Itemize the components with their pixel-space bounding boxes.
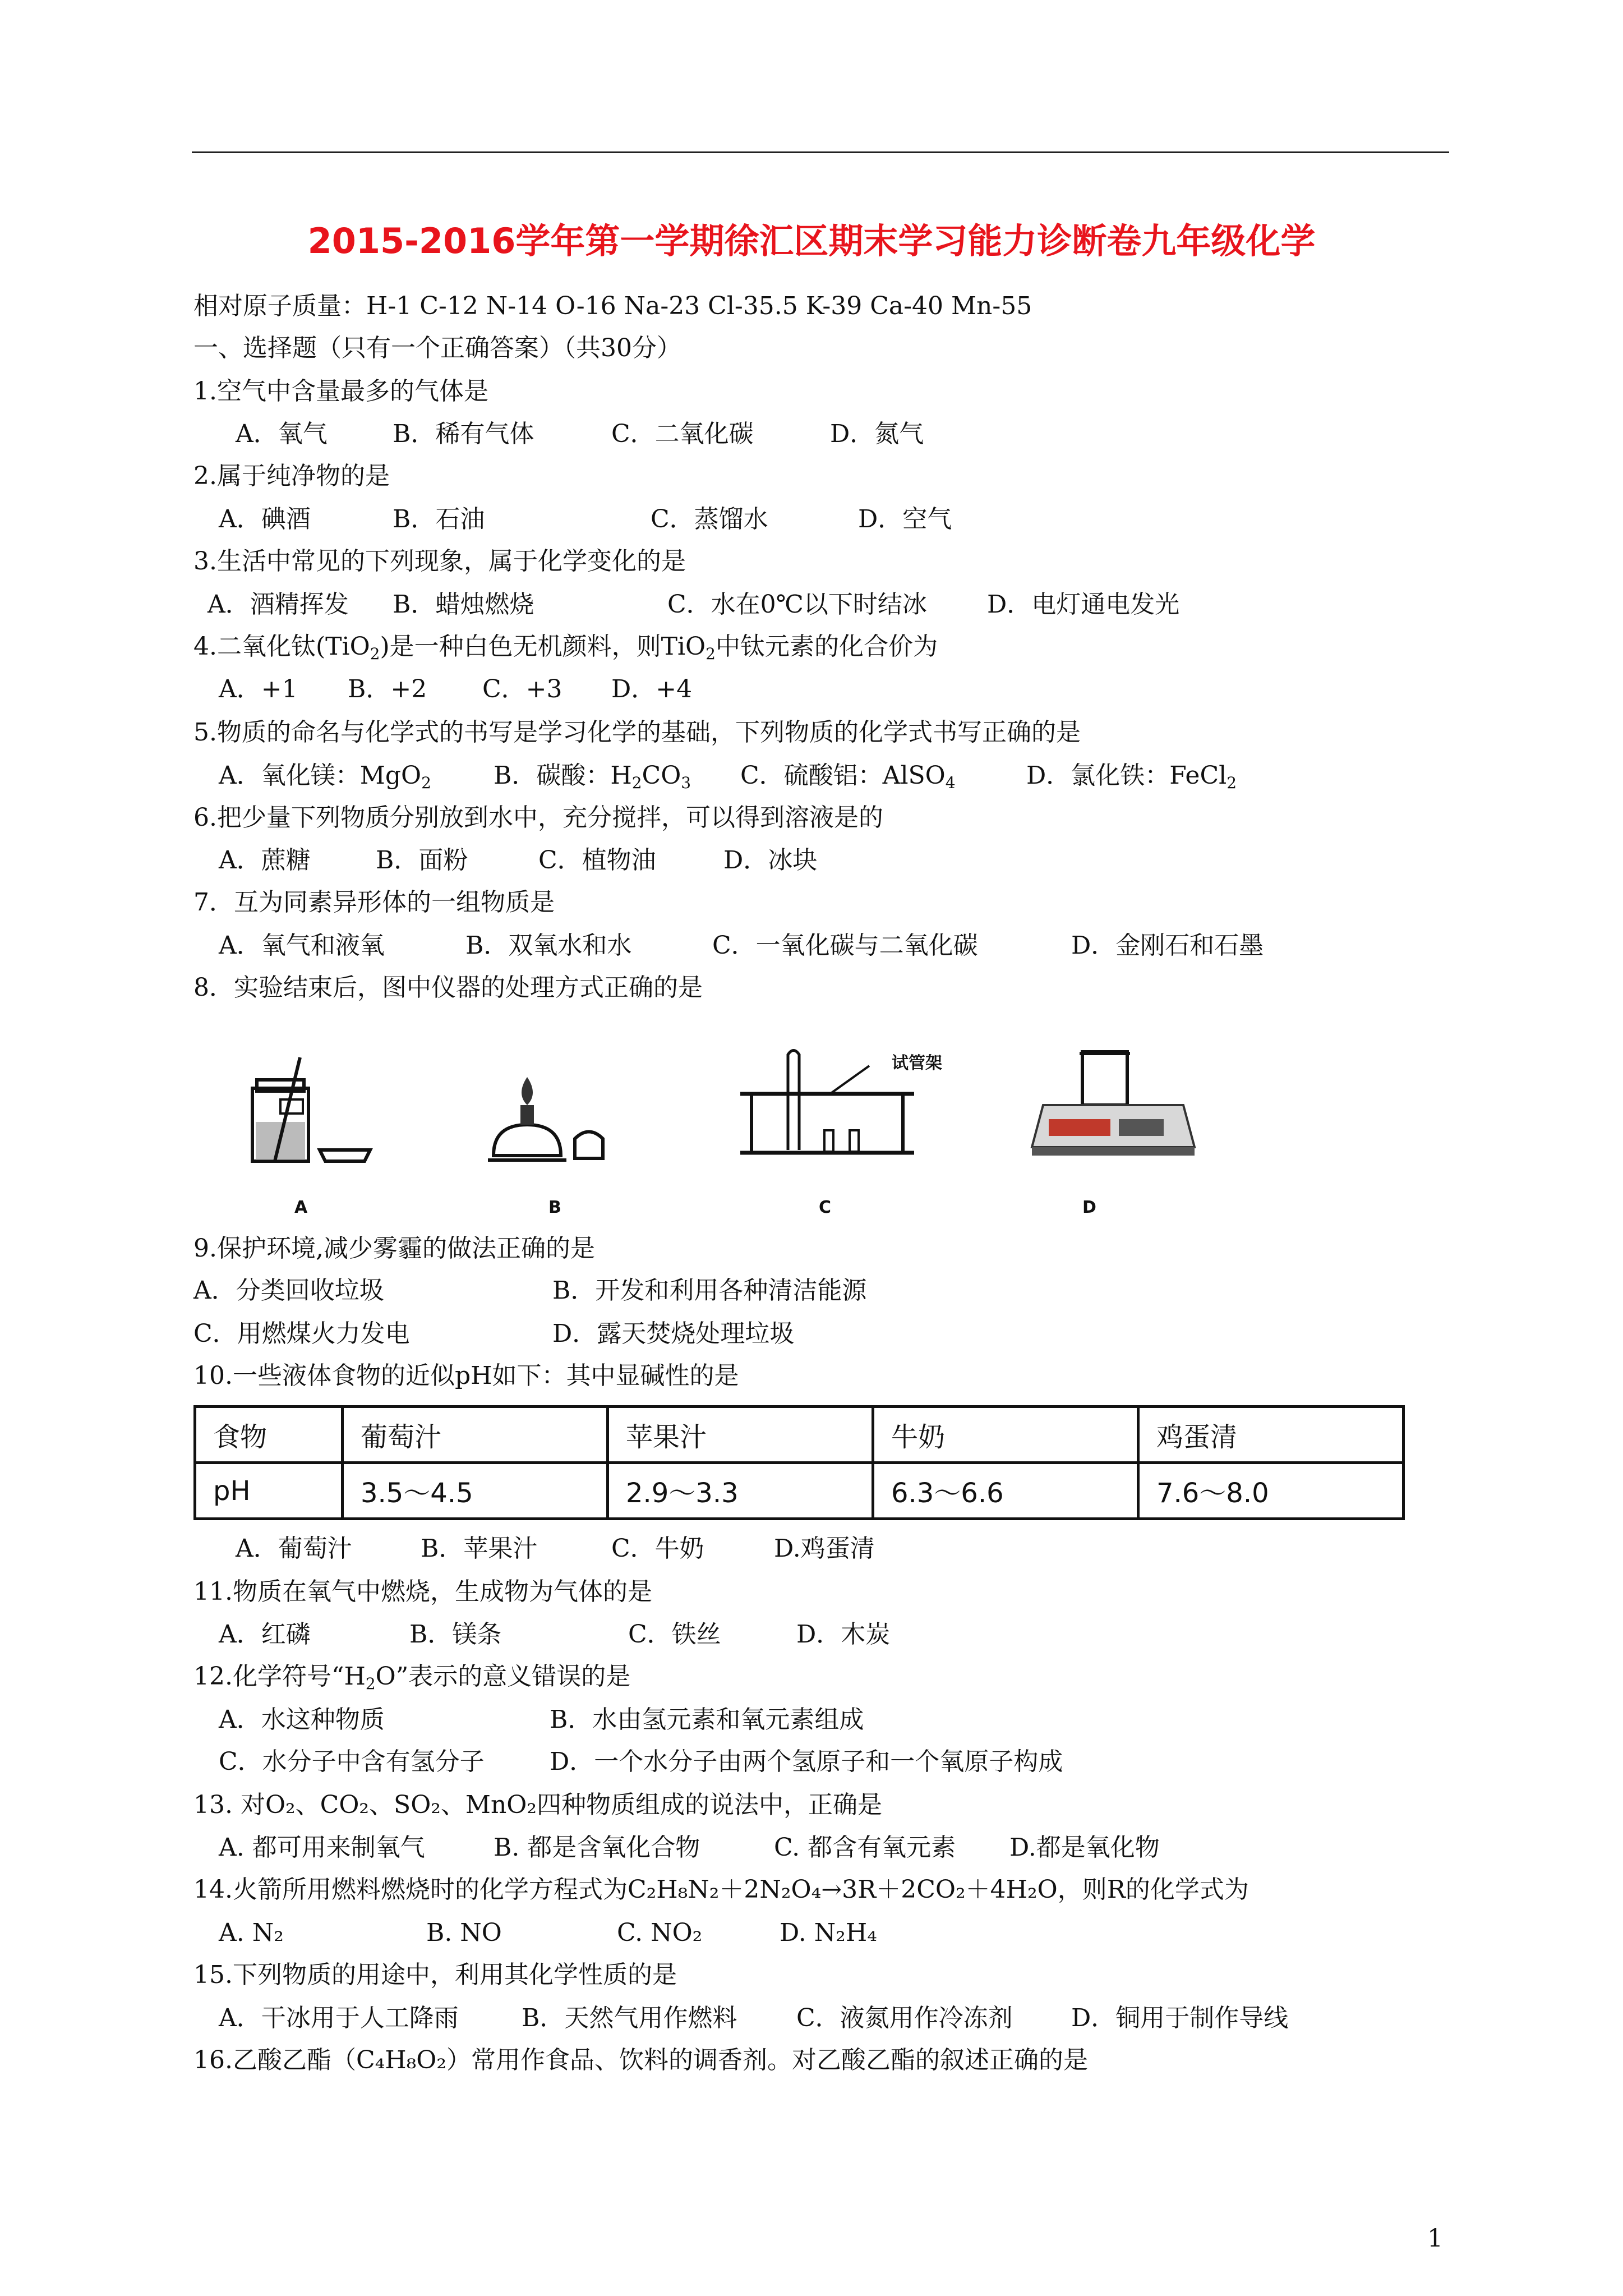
question-stem: 11.物质在氧气中燃烧，生成物为气体的是	[193, 1577, 652, 1606]
table-header-cell: 食物	[195, 1407, 343, 1463]
figure-label-d: D	[1082, 1198, 1096, 1217]
option: A. 都可用来制氧气	[219, 1833, 425, 1862]
figure-label-c: C	[819, 1198, 832, 1217]
apparatus-figure	[236, 1038, 1200, 1223]
table-header-cell: 苹果汁	[607, 1407, 873, 1463]
question-stem: 1.空气中含量最多的气体是	[193, 377, 488, 406]
option: D．空气	[858, 505, 952, 533]
option: A．碘酒	[219, 505, 311, 533]
option: B. NO	[426, 1918, 502, 1947]
question-stem: 12.化学符号“$H_2O$”表示的意义错误的是	[193, 1662, 631, 1693]
option: D．氯化铁：FeCl$_2$	[1026, 761, 1237, 792]
option: C．水在0℃以下时结冰	[667, 590, 927, 619]
option: D.都是氧化物	[1009, 1833, 1160, 1862]
figure-label-b: B	[548, 1198, 561, 1217]
table-header-cell: 葡萄汁	[342, 1407, 607, 1463]
table-cell: 6.3～6.6	[873, 1463, 1138, 1519]
option: D．电灯通电发光	[987, 590, 1180, 619]
table-cell: pH	[195, 1463, 343, 1519]
option: A．红磷	[219, 1620, 311, 1649]
option: D. N₂H₄	[780, 1918, 877, 1947]
rack-label: 试管架	[892, 1053, 942, 1073]
question-stem: 15.下列物质的用途中，利用其化学性质的是	[193, 1961, 677, 1989]
table-cell: 2.9～3.3	[607, 1463, 873, 1519]
option: D．铜用于制作导线	[1071, 2004, 1289, 2032]
option: A．分类回收垃圾	[193, 1276, 384, 1305]
option: B. 都是含氧化合物	[494, 1833, 700, 1862]
question-stem: 16.乙酸乙酯（C₄H₈O₂）常用作食品、饮料的调香剂。对乙酸乙酯的叙述正确的是	[193, 2046, 1088, 2074]
question-stem: 2.属于纯净物的是	[193, 462, 390, 490]
option: D．冰块	[723, 846, 818, 875]
alcohol-lamp-icon	[482, 1071, 617, 1167]
question-stem: 3.生活中常见的下列现象，属于化学变化的是	[193, 547, 686, 576]
option: A．酒精挥发	[208, 590, 349, 619]
option: D．一个水分子由两个氢原子和一个氧原子构成	[550, 1747, 1063, 1776]
option: B．面粉	[376, 846, 468, 875]
option: D．露天焚烧处理垃圾	[552, 1319, 795, 1348]
ph-table	[193, 1405, 1405, 1520]
reagent-jar-icon	[241, 1055, 393, 1167]
question-stem: 4.二氧化钛(TiO$_2$)是一种白色无机颜料，则TiO$_2$中钛元素的化合价为	[193, 632, 938, 663]
option: A．氧气	[236, 420, 328, 448]
option: B．稀有气体	[393, 420, 534, 448]
option: B．开发和利用各种清洁能源	[552, 1276, 867, 1305]
option: C. NO₂	[617, 1918, 703, 1947]
question-stem: 9.保护环境,减少雾霾的做法正确的是	[193, 1234, 595, 1263]
option: C．铁丝	[628, 1620, 721, 1649]
option: D．氮气	[830, 420, 924, 448]
table-header-cell: 牛奶	[873, 1407, 1138, 1463]
option: C．+3	[482, 675, 562, 703]
question-stem: 10.一些液体食物的近似pH如下：其中显碱性的是	[193, 1361, 739, 1390]
question-stem: 14.火箭所用燃料燃烧时的化学方程式为C₂H₈N₂＋2N₂O₄→3R＋2CO₂＋4H₂O，则R的化学式为	[193, 1875, 1249, 1904]
atomic-mass-line: 相对原子质量：H-1 C-12 N-14 O-16 Na-23 Cl-35.5 K-39 Ca-40 Mn-55	[193, 292, 1032, 320]
question-stem: 13. 对O₂、CO₂、SO₂、MnO₂四种物质组成的说法中，正确是	[193, 1791, 883, 1819]
option: D．木炭	[796, 1620, 891, 1649]
option: D.鸡蛋清	[774, 1534, 875, 1563]
option: C．二氧化碳	[611, 420, 754, 448]
option: C．水分子中含有氢分子	[219, 1747, 485, 1776]
electronic-balance-icon	[1026, 1049, 1200, 1161]
option: C．硫酸铝：AlSO$_4$	[740, 761, 956, 792]
option: D．+4	[611, 675, 693, 703]
option: B．苹果汁	[421, 1534, 538, 1563]
table-cell: 7.6～8.0	[1138, 1463, 1403, 1519]
question-stem: 7．互为同素异形体的一组物质是	[193, 888, 555, 917]
page-title: 2015-2016学年第一学期徐汇区期末学习能力诊断卷九年级化学	[307, 220, 1316, 261]
option: A．葡萄汁	[236, 1534, 352, 1563]
option: A. N₂	[219, 1918, 284, 1947]
figure-label-a: A	[294, 1198, 308, 1217]
option: B．天然气用作燃料	[522, 2004, 737, 2032]
question-stem: 5.物质的命名与化学式的书写是学习化学的基础，下列物质的化学式书写正确的是	[193, 718, 1081, 747]
question-stem: 6.把少量下列物质分别放到水中，充分搅拌，可以得到溶液是的	[193, 803, 883, 832]
option: C．植物油	[538, 846, 656, 875]
option: B．蜡烛燃烧	[393, 590, 534, 619]
option: D．金刚石和石墨	[1071, 931, 1264, 960]
table-header-cell: 鸡蛋清	[1138, 1407, 1403, 1463]
option: C．蒸馏水	[651, 505, 768, 533]
option: B．+2	[348, 675, 427, 703]
option: B．水由氢元素和氧元素组成	[550, 1705, 864, 1734]
question-stem: 8．实验结束后，图中仪器的处理方式正确的是	[193, 973, 703, 1002]
option: B．双氧水和水	[465, 931, 632, 960]
option: C．牛奶	[611, 1534, 704, 1563]
option: C．用燃煤火力发电	[193, 1319, 410, 1348]
option: C．液氮用作冷冻剂	[796, 2004, 1013, 2032]
option: B．石油	[393, 505, 485, 533]
header-rule	[192, 151, 1449, 153]
page-number: 1	[1427, 2224, 1443, 2253]
table-row	[195, 1407, 1404, 1463]
option: C. 都含有氧元素	[774, 1833, 956, 1862]
option: A．蔗糖	[219, 846, 311, 875]
option: A．干冰用于人工降雨	[219, 2004, 459, 2032]
option: A．+1	[219, 675, 298, 703]
table-row	[195, 1463, 1404, 1519]
section-heading: 一、选择题（只有一个正确答案）（共30分）	[193, 334, 681, 362]
option: A．氧气和液氧	[219, 931, 385, 960]
table-cell: 3.5～4.5	[342, 1463, 607, 1519]
option: A．水这种物质	[219, 1705, 385, 1734]
option: B．镁条	[409, 1620, 502, 1649]
option: C．一氧化碳与二氧化碳	[712, 931, 978, 960]
option: A．氧化镁：MgO$_2$	[219, 761, 431, 792]
option: B．碳酸：$H_2CO_3$	[494, 761, 691, 792]
